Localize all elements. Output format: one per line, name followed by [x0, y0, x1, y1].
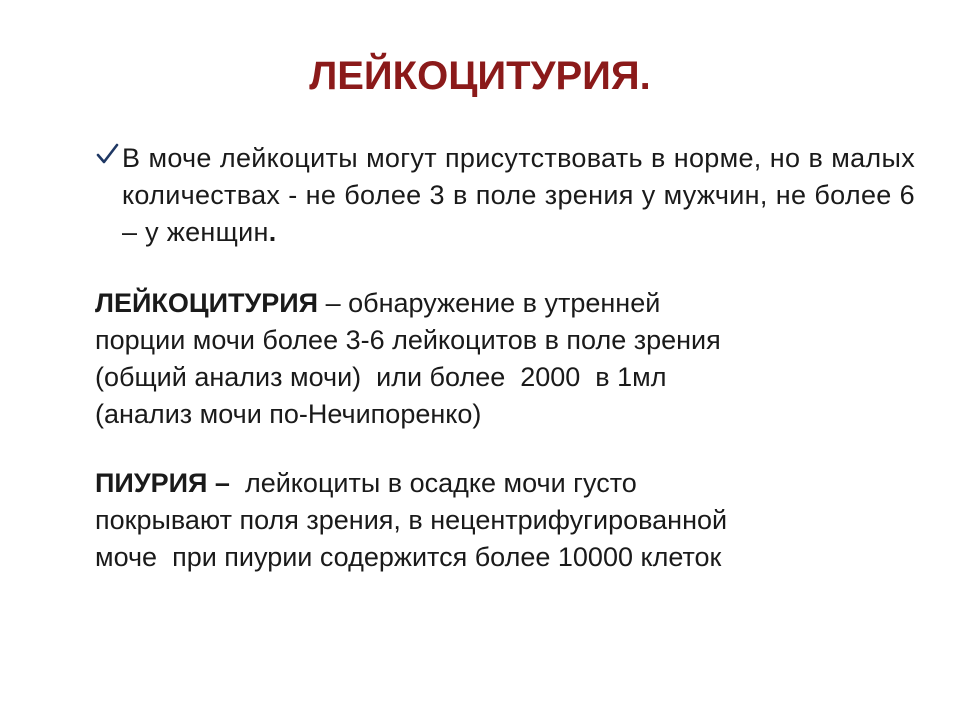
bullet-text-block [122, 140, 915, 251]
definition-term: ЛЕЙКОЦИТУРИЯ [95, 288, 319, 318]
definition-line-2: порции мочи более 3-6 лейкоцитов в поле зрения [95, 325, 721, 355]
checkmark-icon [95, 142, 119, 166]
definition-line-4: (анализ мочи по-Нечипоренко) [95, 399, 482, 429]
pyuria-text-1: лейкоциты в осадке мочи густо [229, 468, 637, 498]
definition-line-3: (общий анализ мочи) или более 2000 в 1мл [95, 362, 667, 392]
slide-title: ЛЕЙКОЦИТУРИЯ. [309, 54, 651, 98]
pyuria-term: ПИУРИЯ – [95, 468, 230, 498]
bullet-period: . [268, 217, 277, 247]
leukocyturia-definition [95, 285, 925, 433]
definition-text-1: – обнаружение в утренней [318, 288, 661, 318]
bullet-item [95, 140, 915, 251]
bullet-text: В моче лейкоциты могут присутствовать в норме, но в малых количествах - не более 3 в поле зрения у мужчин, не более 6 – у женщин [122, 143, 915, 247]
pyuria-line-3: моче при пиурии содержится более 10000 клеток [95, 542, 722, 572]
pyuria-line-2: покрывают поля зрения, в нецентрифугированной [95, 505, 728, 535]
definition-line-1 [95, 285, 925, 322]
pyuria-definition [95, 465, 925, 576]
pyuria-line-1 [95, 465, 925, 502]
